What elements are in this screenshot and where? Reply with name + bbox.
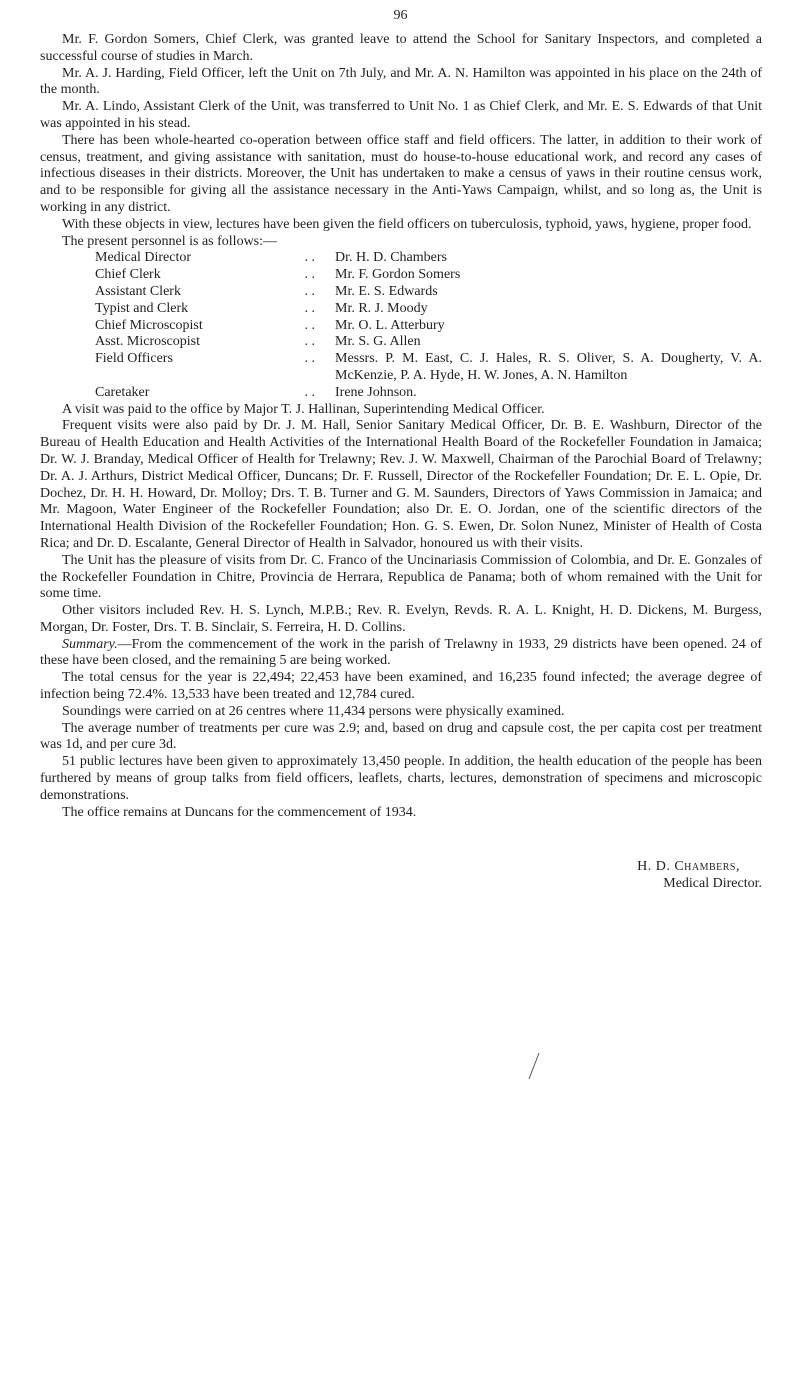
paragraph: The office remains at Duncans for the commencement of 1934.: [62, 804, 417, 820]
personnel-role: Chief Clerk . .: [95, 267, 335, 284]
paragraph: 51 public lectures have been given to approximately 13,450 people. In addition, the health education of the people has been furthered by means of group talks from field officers, leaflets, charts, lectures, demonstration of specimens and microscopic demonstrations.: [40, 754, 762, 803]
personnel-name: Mr. E. S. Edwards: [335, 283, 438, 299]
personnel-name: Mr. F. Gordon Somers: [335, 267, 461, 283]
paragraph: The Unit has the pleasure of visits from Dr. C. Franco of the Uncinariasis Commission of Colombia, and Dr. E. Gonzales of the Rockefeller Foundation in Chitre, Provincia de Herrara, Republica de Panama; both of whom remained with the Unit for some time.: [40, 552, 762, 602]
paragraph: Other visitors included Rev. H. S. Lynch, M.P.B.; Rev. R. Evelyn, Revds. R. A. L. Knight, H. D. Dickens, M. Burgess, Morgan, Dr. Foster, Drs. T. B. Sinclair, S. Ferreira, H. D. Collins.: [40, 603, 762, 635]
paragraph: A visit was paid to the office by Major T. J. Hallinan, Superintending Medical Officer.: [62, 401, 545, 417]
paragraph: The present personnel is as follows:—: [62, 233, 278, 249]
personnel-name: Mr. O. L. Atterbury: [335, 317, 445, 333]
personnel-role: Assistant Clerk . .: [95, 284, 335, 301]
paragraph: There has been whole-hearted co-operation between office staff and field officers. The latter, in addition to their work of census, treatment, and giving assistance with sanitation, must do house-to-house educational work, and record any cases of infectious diseases in their districts. Moreover, the Unit has undertaken to make a census of yaws in their routine census work, and to be responsible for giving all the assistance necessary in the Anti-Yaws Campaign, whilst, and so long as, the Unit is working in any district.: [40, 132, 762, 215]
personnel-role: Chief Microscopist . .: [95, 318, 335, 335]
personnel-role: Asst. Microscopist . .: [95, 334, 335, 351]
paragraph: Mr. A. J. Harding, Field Officer, left the Unit on 7th July, and Mr. A. N. Hamilton was appointed in his place on the 24th of the month.: [40, 65, 762, 98]
personnel-role: Medical Director . .: [95, 250, 335, 267]
page-number: 96: [393, 8, 408, 23]
personnel-role: Typist and Clerk . .: [95, 301, 335, 318]
paragraph: Mr. F. Gordon Somers, Chief Clerk, was granted leave to attend the School for Sanitary Inspectors, and completed a successful course of studies in March.: [40, 32, 762, 64]
personnel-name: Mr. R. J. Moody: [335, 300, 428, 316]
paragraph: The average number of treatments per cure was 2.9; and, based on drug and capsule cost, the per capita cost per treatment was 1d, and per cure 3d.: [40, 720, 762, 753]
stray-pen-mark: [527, 1052, 541, 1080]
summary-text: —From the commencement of the work in the parish of Trelawny in 1933, 29 districts have been opened. 24 of these have been closed, and the remaining 5 are being worked.: [40, 636, 762, 669]
personnel-name: Messrs. P. M. East, C. J. Hales, R. S. Oliver, S. A. Dougherty, V. A. McKenzie, P. A. Hyde, H. W. Jones, A. N. Hamilton: [335, 351, 762, 383]
signature-block: [40, 858, 762, 892]
paragraph: Soundings were carried on at 26 centres where 11,434 persons were physically examined.: [62, 703, 565, 719]
paragraph: Mr. A. Lindo, Assistant Clerk of the Unit, was transferred to Unit No. 1 as Chief Clerk, and Mr. E. S. Edwards of that Unit was appointed in his stead.: [40, 99, 762, 131]
document-body: [40, 32, 762, 892]
personnel-role: Field Officers . .: [95, 351, 335, 385]
paragraph: With these objects in view, lectures have been given the field officers on tuberculosis, typhoid, yaws, hygiene, proper food.: [62, 216, 752, 232]
personnel-list: [95, 250, 762, 401]
signatory-title: Medical Director.: [663, 876, 762, 892]
personnel-name: Mr. S. G. Allen: [335, 334, 421, 350]
signatory-name: H. D. Chambers,: [637, 859, 740, 875]
personnel-name: Dr. H. D. Chambers: [335, 250, 447, 266]
paragraph: The total census for the year is 22,494; 22,453 have been examined, and 16,235 found infected; the average degree of infection being 72.4%. 13,533 have been treated and 12,784 cured.: [40, 670, 762, 703]
summary-paragraph: [40, 637, 762, 671]
personnel-role: Caretaker . .: [95, 385, 335, 402]
paragraph: Frequent visits were also paid by Dr. J. M. Hall, Senior Sanitary Medical Officer, Dr. B. E. Washburn, Director of the Bureau of Health Education and Health Activities of the International Health Board of the Rockefeller Foundation in Jamaica; Dr. W. J. Branday, Medical Officer of Health for Trelawny; Rev. J. W. Maxwell, Chairman of the Parochial Board of Trelawny; Dr. A. J. Arthurs, District Medical Officer, Duncans; Dr. F. Russell, Director of the Rockefeller Foundation; Dr. E. L. Opie, Dr. Dochez, Dr. H. H. Howard, Dr. Molloy; Drs. T. B. Turner and G. M. Saunders, Directors of Yaws Commission in Jamaica; and Mr. Magoon, Water Engineer of the Rockefeller Foundation; also Dr. E. O. Jordan, one of the scientific directors of the International Health Division of the Rockefeller Foundation; Hon. G. S. Ewen, Dr. Solon Nunez, Minister of Health of Costa Rica; and Dr. D. Escalante, General Director of Health in Salvador, honoured us with their visits.: [40, 418, 762, 551]
personnel-name: Irene Johnson.: [335, 384, 417, 400]
summary-label: Summary.: [62, 636, 118, 652]
